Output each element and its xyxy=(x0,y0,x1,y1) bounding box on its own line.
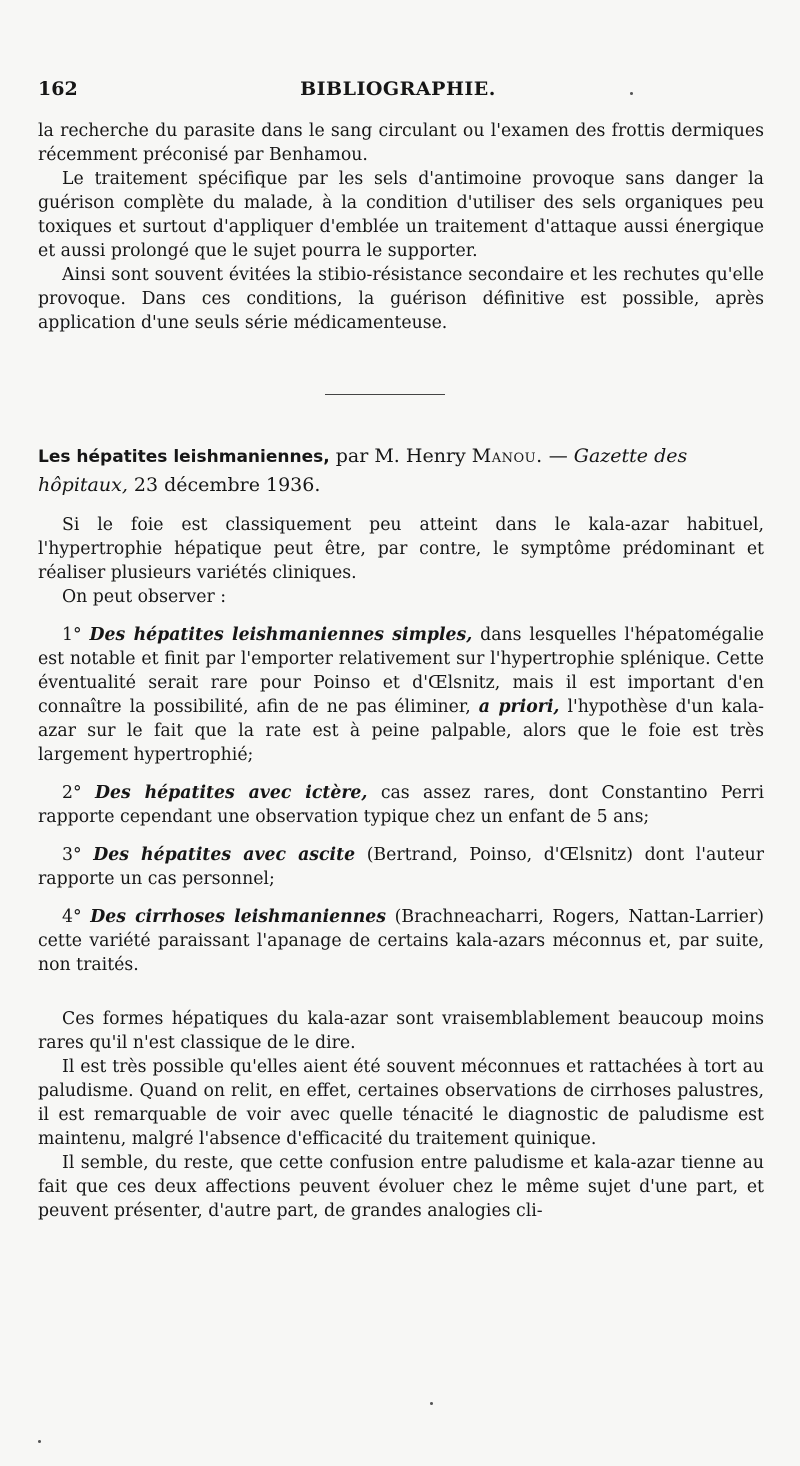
observe-line: On peut observer : xyxy=(62,587,227,607)
scan-speck xyxy=(430,1402,433,1405)
item-title: Des cirrhoses leishmaniennes xyxy=(90,907,387,927)
conclusion-paragraph: Il est très possible qu'elles aient été souvent méconnues et rattachées à tort au paludisme. Quand on relit, en effet, certaines observations de cirrhoses palustres, il est remarquable de voir avec quelle ténacité le diagnostic de paludisme est maintenu, malgré l'absence d'efficacité du traitement quinique. xyxy=(38,1057,764,1149)
paragraph: Ainsi sont souvent évitées la stibio-résistance secondaire et les rechutes qu'elle provoque. Dans ces conditions, la guérison définitive est possible, après application d'une seuls série médicamenteuse. xyxy=(38,265,764,333)
spacer xyxy=(38,499,764,513)
article-heading xyxy=(38,442,764,499)
list-item-3 xyxy=(38,843,764,891)
item-title: Des hépatites avec ictère, xyxy=(95,783,368,803)
item-text: dans lesquelles l'hépatomégalie est notable et finit par l'emporter relativement sur l'hypertrophie splénique. Cette éventualité serait rare pour Poinso et d'Œlsnitz, mais il est important d'en connaître la possibilité, afin de ne pas éliminer, xyxy=(38,625,765,717)
item-number: 3° xyxy=(62,845,82,865)
section-divider xyxy=(325,394,445,395)
list-item-2 xyxy=(38,781,764,829)
scan-speck xyxy=(38,1440,41,1443)
intro-paragraph: Si le foie est classiquement peu atteint dans le kala-azar habituel, l'hypertrophie hépatique peut être, par contre, le symptôme prédominant et réaliser plusieurs variétés cliniques. xyxy=(38,515,764,583)
heading-dash: — xyxy=(548,445,568,467)
item-text: (Brachneacharri, Rogers, Nattan-Larrier) cette variété paraissant l'apanage de certains kala-azars méconnus et, par suite, non traités. xyxy=(38,907,765,975)
list-item-1 xyxy=(38,623,764,767)
scan-speck xyxy=(630,92,633,95)
article xyxy=(38,442,764,1223)
item-number: 4° xyxy=(62,907,82,927)
spacer xyxy=(38,829,764,843)
article-byline: par M. Henry xyxy=(335,445,466,467)
article-author: Manou. xyxy=(471,445,543,467)
item-number: 2° xyxy=(62,783,82,803)
paragraph: Le traitement spécifique par les sels d'antimoine provoque sans danger la guérison complète du malade, à la condition d'utiliser des sels organiques peu toxiques et surtout d'appliquer d'emblée un traitement d'attaque aussi énergique et aussi prolongé que le sujet pourra le supporter. xyxy=(38,169,764,261)
paragraph: la recherche du parasite dans le sang circulant ou l'examen des frottis dermiques récemment préconisé par Benhamou. xyxy=(38,121,764,165)
item-title: Des hépatites leishmaniennes simples, xyxy=(89,625,473,645)
previous-article-ending xyxy=(38,119,764,335)
conclusion-paragraph: Il semble, du reste, que cette confusion entre paludisme et kala-azar tienne au fait que ces deux affections peuvent évoluer chez le même sujet d'une part, et peuvent présenter, d'autre part, de grandes analogies cli- xyxy=(38,1153,764,1221)
article-title: Les hépatites leishmaniennes, xyxy=(38,447,330,467)
conclusion-paragraph: Ces formes hépatiques du kala-azar sont vraisemblablement beaucoup moins rares qu'il n'est classique de le dire. xyxy=(38,1009,764,1053)
publication-date: 23 décembre 1936. xyxy=(133,474,321,496)
page-header xyxy=(38,78,758,104)
spacer xyxy=(38,767,764,781)
item-text-continued: l'hypothèse d'un kala-azar sur le fait que la rate est à peine palpable, alors que le foie est très largement hypertrophié; xyxy=(38,697,765,765)
spacer xyxy=(38,977,764,1007)
item-emphasis: a priori, xyxy=(478,697,560,717)
spacer xyxy=(38,609,764,623)
list-item-4 xyxy=(38,905,764,977)
item-number: 1° xyxy=(62,625,82,645)
running-head: BIBLIOGRAPHIE. xyxy=(300,78,496,100)
item-text: (Bertrand, Poinso, d'Œlsnitz) dont l'auteur rapporte un cas personnel; xyxy=(38,845,765,889)
item-text: cas assez rares, dont Constantino Perri rapporte cependant une observation typique chez un enfant de 5 ans; xyxy=(38,783,764,827)
item-title: Des hépatites avec ascite xyxy=(93,845,356,865)
spacer xyxy=(38,891,764,905)
journal-name: Gazette des hôpitaux, xyxy=(38,445,688,496)
page-number: 162 xyxy=(38,78,78,100)
